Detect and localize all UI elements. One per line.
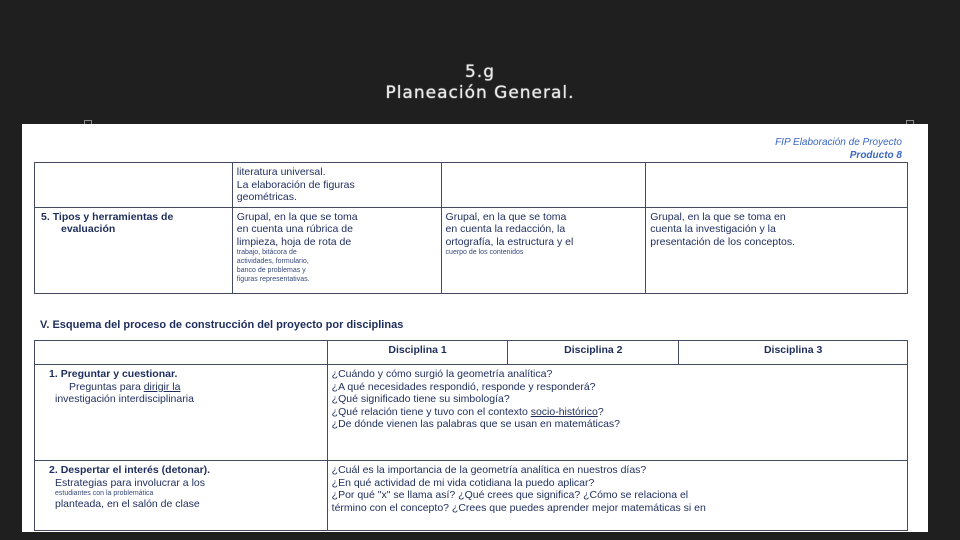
row-subtext: investigación interdisciplinaria <box>55 393 194 405</box>
row-heading: Preguntar y cuestionar. <box>60 368 178 380</box>
row-subtext: planteada, en el salón de clase <box>55 498 200 510</box>
cell-line: La elaboración de figuras <box>236 178 355 191</box>
row-label-interest <box>35 461 328 531</box>
table-cell <box>35 163 233 208</box>
cell-line: Grupal, en la que se toma en <box>650 210 786 223</box>
question-line: ¿A qué necesidades respondió, responde y responderá? <box>331 380 596 393</box>
cell-line: geométricas. <box>236 191 297 203</box>
cell-line-small: figuras representativas. <box>236 276 310 283</box>
evaluation-table <box>34 162 908 294</box>
cell-line: limpieza, hoja de rota de <box>236 235 352 248</box>
cell-line: cuenta la investigación y la <box>650 223 776 235</box>
row-number: 1. <box>49 368 58 380</box>
table-cell <box>646 163 908 208</box>
label-number: 5. <box>41 210 50 223</box>
cell-line: literatura universal. <box>236 166 326 178</box>
label-text: Tipos y herramientas de <box>52 210 174 223</box>
row-subtext: Preguntas para dirigir la <box>69 380 181 393</box>
underlined-text: socio-histórico <box>530 405 598 418</box>
questions-cell <box>327 365 907 461</box>
slide-title-line2: Planeación General. <box>385 83 575 103</box>
table-header-row <box>35 341 908 365</box>
cell-line: Grupal, en la que se toma <box>236 210 358 223</box>
cell-line: en cuenta una rúbrica de <box>236 223 353 235</box>
slide-title <box>0 62 960 104</box>
table-row <box>35 461 908 531</box>
row-subtext-small: estudiantes con la problemática <box>55 490 154 497</box>
question-line: ¿De dónde vienen las palabras que se usan en matemáticas? <box>331 418 621 430</box>
questions-cell <box>327 461 907 531</box>
cell-line: ortografía, la estructura y el <box>445 235 574 248</box>
document-page <box>22 124 928 532</box>
table-cell <box>232 163 441 208</box>
table-cell <box>441 163 646 208</box>
question-line: ¿Cuándo y cómo surgió la geometría analítica? <box>331 368 553 380</box>
question-line: ¿Qué significado tiene su simbología? <box>331 393 510 405</box>
question-line: término con el concepto? ¿Crees que puedes aprender mejor matemáticas si en <box>331 501 706 514</box>
label-text-2: evaluación <box>61 223 116 235</box>
table-cell <box>35 341 328 365</box>
header-line1: FIP Elaboración de Proyecto <box>775 137 902 148</box>
table-row <box>35 365 908 461</box>
cell-line-small: banco de problemas y <box>236 267 306 274</box>
row-label-evaluation <box>35 207 233 293</box>
table-cell <box>232 207 441 293</box>
table-row <box>35 163 908 208</box>
slide-title-line1: 5.g <box>464 62 495 82</box>
cell-line-small: trabajo, bitácora de <box>236 249 297 256</box>
row-label-ask <box>35 365 328 461</box>
row-heading: Despertar el interés (detonar). <box>60 464 211 476</box>
question-line: ¿Por qué "x" se llama así? ¿Qué crees que significa? ¿Cómo se relaciona el <box>331 489 689 501</box>
cell-line: Grupal, en la que se toma <box>445 210 567 223</box>
table-cell <box>646 207 908 293</box>
cell-line: presentación de los conceptos. <box>650 235 796 248</box>
cell-line: en cuenta la redacción, la <box>445 223 566 235</box>
row-subtext: Estrategias para involucrar a los <box>55 476 205 489</box>
cell-line-small: cuerpo de los contenidos <box>445 249 524 256</box>
question-line: ¿Cuál es la importancia de la geometría analítica en nuestros días? <box>331 464 647 476</box>
column-header: Disciplina 2 <box>508 341 679 365</box>
header-line2: Producto 8 <box>849 150 902 161</box>
disciplines-table <box>34 340 908 531</box>
column-header: Disciplina 3 <box>679 341 908 365</box>
document-header <box>775 136 902 162</box>
section-title: V. Esquema del proceso de construcción del proyecto por disciplinas <box>40 319 404 331</box>
table-row <box>35 207 908 293</box>
cell-line-small: actividades, formulario, <box>236 258 309 265</box>
row-number: 2. <box>49 464 58 476</box>
column-header: Disciplina 1 <box>327 341 508 365</box>
table-cell <box>441 207 646 293</box>
question-line: ¿En qué actividad de mi vida cotidiana la puedo aplicar? <box>331 476 595 489</box>
question-line: ¿Qué relación tiene y tuvo con el contexto socio-histórico? <box>331 405 604 418</box>
underlined-text: dirigir la <box>143 380 181 393</box>
